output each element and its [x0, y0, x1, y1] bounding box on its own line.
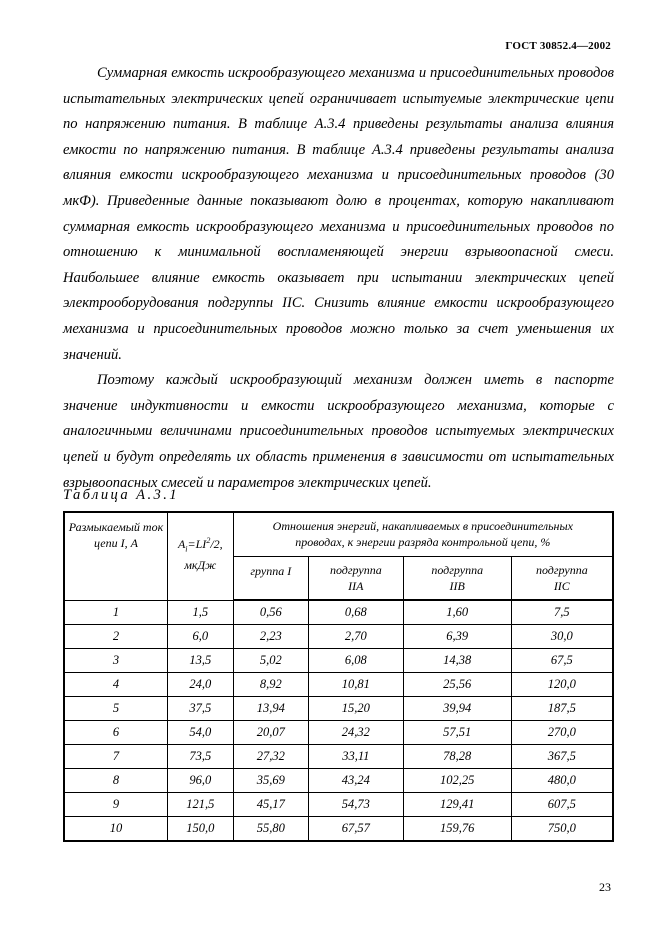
table-cell: 2 [64, 625, 167, 649]
table-cell: 1,60 [403, 600, 511, 625]
table-row [64, 793, 613, 817]
page-number: 23 [599, 880, 611, 894]
table-row [64, 625, 613, 649]
table-cell: 57,51 [403, 721, 511, 745]
header-current: Размыкаемый ток цепи I, А [64, 512, 167, 600]
table-cell: 43,24 [308, 769, 403, 793]
table-cell: 121,5 [167, 793, 233, 817]
table-cell: 15,20 [308, 697, 403, 721]
table-cell: 367,5 [511, 745, 613, 769]
table-cell: 13,94 [233, 697, 308, 721]
table-cell: 120,0 [511, 673, 613, 697]
table-caption: Таблица А.3.1 [63, 487, 179, 503]
header-energy-sub: i [185, 544, 188, 554]
table-cell: 35,69 [233, 769, 308, 793]
header-energy-prefix: A [177, 537, 186, 551]
table-cell: 20,07 [233, 721, 308, 745]
table-cell: 102,25 [403, 769, 511, 793]
table-cell: 73,5 [167, 745, 233, 769]
table-cell: 67,57 [308, 817, 403, 842]
table-row [64, 769, 613, 793]
table-cell: 8 [64, 769, 167, 793]
table-cell: 33,11 [308, 745, 403, 769]
table-cell: 1 [64, 600, 167, 625]
table-cell: 13,5 [167, 649, 233, 673]
table-cell: 10,81 [308, 673, 403, 697]
table-cell: 30,0 [511, 625, 613, 649]
table-cell: 78,28 [403, 745, 511, 769]
table-cell: 14,38 [403, 649, 511, 673]
table-cell: 1,5 [167, 600, 233, 625]
table-cell: 96,0 [167, 769, 233, 793]
table-cell: 37,5 [167, 697, 233, 721]
table-row [64, 817, 613, 842]
table-cell: 54,73 [308, 793, 403, 817]
table-cell: 187,5 [511, 697, 613, 721]
table-cell: 480,0 [511, 769, 613, 793]
table-cell: 9 [64, 793, 167, 817]
table-cell: 4 [64, 673, 167, 697]
table-cell: 0,68 [308, 600, 403, 625]
table-row [64, 697, 613, 721]
data-table [63, 511, 614, 842]
table-row [64, 600, 613, 625]
table-cell: 24,0 [167, 673, 233, 697]
table-cell: 6 [64, 721, 167, 745]
header-energy-suffix: /2, мкДж [184, 537, 223, 573]
table-cell: 6,39 [403, 625, 511, 649]
table-cell: 55,80 [233, 817, 308, 842]
table-cell: 6,08 [308, 649, 403, 673]
table-row [64, 673, 613, 697]
table-cell: 129,41 [403, 793, 511, 817]
table-cell: 0,56 [233, 600, 308, 625]
header-ratio-group: Отношения энергий, накапливаемых в присоединительных проводах, к энергии разряда контрольной цепи, % [233, 512, 613, 556]
header-subgroup-iic: подгруппа IIC [511, 556, 613, 600]
table-cell: 150,0 [167, 817, 233, 842]
table-cell: 5 [64, 697, 167, 721]
table-cell: 5,02 [233, 649, 308, 673]
header-subgroup-iia: подгруппа IIA [308, 556, 403, 600]
table-cell: 8,92 [233, 673, 308, 697]
paragraph: Поэтому каждый искрообразующий механизм должен иметь в паспорте значение индуктивности и емкости искрообразующего механизма, которые с аналогичными величинами присоединительных проводов испытуемых электрических цепей и будут определять их область применения в зависимости от испытательных взрывоопасных смесей и параметров электрических цепей. [63, 372, 614, 491]
table-cell: 7,5 [511, 600, 613, 625]
table-cell: 25,56 [403, 673, 511, 697]
document-header: ГОСТ 30852.4—2002 [505, 40, 611, 52]
table-cell: 67,5 [511, 649, 613, 673]
header-subgroup-iib: подгруппа IIB [403, 556, 511, 600]
table-cell: 2,23 [233, 625, 308, 649]
table-cell: 159,76 [403, 817, 511, 842]
table-cell: 270,0 [511, 721, 613, 745]
table-cell: 24,32 [308, 721, 403, 745]
header-energy-sup: 2 [206, 536, 211, 545]
table-cell: 39,94 [403, 697, 511, 721]
paragraph: Суммарная емкость искрообразующего механизма и присоединительных проводов испытательных электрических цепей ограничивает испытуемые электрические цепи по напряжению питания. В таблице А.3.4 приведены результаты анализа влияния емкости по напряжению питания. В таблице А.3.4 приведены результаты анализа влияния емкости искрообразующего механизма и присоединительных проводов (30 мкФ). Приведенные данные показывают долю в процентах, которую накапливают суммарная емкость искрообразующего механизма и присоединительных проводов по отношению к минимальной воспламеняющей энергии взрывоопасной смеси. Наибольшее влияние емкость оказывает при испытании электрических цепей электрооборудования подгруппы IIC. Снизить влияние емкости искрообразующего механизма и присоединительных проводов можно только за счет уменьшения их значений. [63, 65, 614, 363]
table-cell: 7 [64, 745, 167, 769]
table-cell: 45,17 [233, 793, 308, 817]
table-cell: 10 [64, 817, 167, 842]
table-cell: 6,0 [167, 625, 233, 649]
table-row [64, 745, 613, 769]
table-cell: 54,0 [167, 721, 233, 745]
header-energy [167, 512, 233, 600]
table-row [64, 721, 613, 745]
table-cell: 3 [64, 649, 167, 673]
table-cell: 750,0 [511, 817, 613, 842]
table-cell: 27,32 [233, 745, 308, 769]
table-cell: 2,70 [308, 625, 403, 649]
header-group-1: группа I [233, 556, 308, 600]
body-text [63, 61, 614, 496]
table-row [64, 649, 613, 673]
header-energy-middle: =LI [187, 537, 207, 551]
table-cell: 607,5 [511, 793, 613, 817]
